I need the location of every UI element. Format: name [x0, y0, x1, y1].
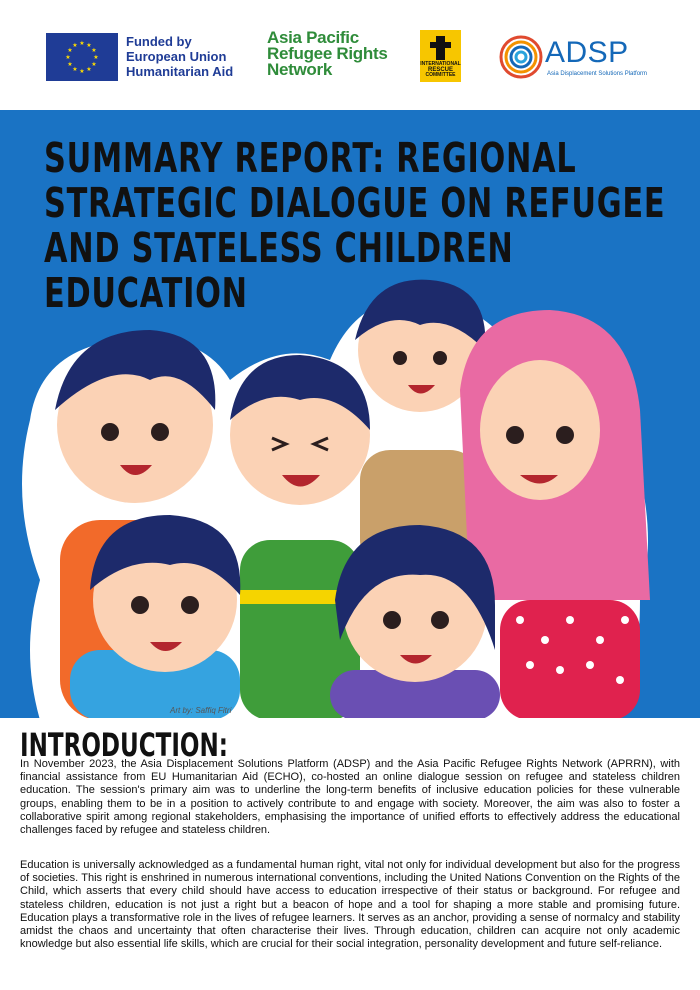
illustration-credit: Art by: Saffiq Fitri: [170, 706, 232, 715]
svg-text:★: ★: [91, 61, 97, 68]
cover-hero: [0, 110, 700, 718]
irc-logo: INTERNATIONAL RESCUE COMMITTEE: [420, 30, 461, 82]
adsp-ring-icon: [498, 34, 544, 85]
eu-flag-logo: [46, 33, 118, 81]
svg-text:★: ★: [91, 47, 97, 54]
intro-paragraph-1: In November 2023, the Asia Displacement Solutions Platform (ADSP) and the Asia Pacific Refugee Rights Network (APRRN), with financial assistance from EU Humanitarian Aid (ECHO), co-hosted an online dialogue session on refugee and stateless children education. The session's primary aim was to underline the long-term benefits of inclusive education policies for these vulnerable groups, enabling them to be in a position to actively contribute to and engage with society. Moreover, the aim was also to foster a collaborative spirit among regional stakeholders, emphasising the importance of unified efforts to effectively address the educational challenges faced by refugee and stateless children.: [20, 758, 680, 837]
page-title: SUMMARY REPORT: REGIONAL STRATEGIC DIALOGUE ON REFUGEE AND STATELESS CHILDREN EDUCATION: [44, 134, 666, 317]
aprrn-logo-text: Asia Pacific Refugee Rights Network: [267, 28, 388, 79]
svg-text:★: ★: [93, 54, 99, 61]
svg-text:★: ★: [79, 40, 85, 47]
svg-text:★: ★: [72, 42, 78, 49]
section-heading: INTRODUCTION:: [20, 726, 229, 764]
eu-funding-text: Funded by European Union Humanitarian Aid: [126, 34, 234, 79]
svg-text:★: ★: [86, 42, 92, 49]
adsp-logo-text: ADSP: [545, 36, 629, 69]
children-illustration: [0, 270, 700, 718]
intro-paragraph-2: Education is universally acknowledged as a fundamental human right, vital not only for individual development but also for the progress of societies. This right is enshrined in numerous international conventions, including the United Nations Convention on the Rights of the Child, which asserts that every child should have access to education irrespective of their status or background. For refugee and stateless children, education is not just a right but a beacon of hope and a tool for shaping a more stable and promising future. Education plays a transformative role in the lives of refugee learners. It serves as an anchor, providing a sense of normalcy and stability amidst the chaos and uncertainty that often characterise their lives. Through education, children can acquire not only academic knowledge but also essential life skills, which are crucial for their social integration, personality development and future self-reliance.: [20, 859, 680, 951]
logo-header: [0, 0, 700, 110]
svg-text:★: ★: [79, 68, 85, 75]
adsp-full-name: Asia Displacement Solutions Platform: [547, 71, 648, 77]
svg-text:★: ★: [65, 54, 71, 61]
svg-text:★: ★: [72, 66, 78, 73]
svg-text:★: ★: [67, 47, 73, 54]
svg-text:★: ★: [86, 66, 92, 73]
svg-text:★: ★: [67, 61, 73, 68]
